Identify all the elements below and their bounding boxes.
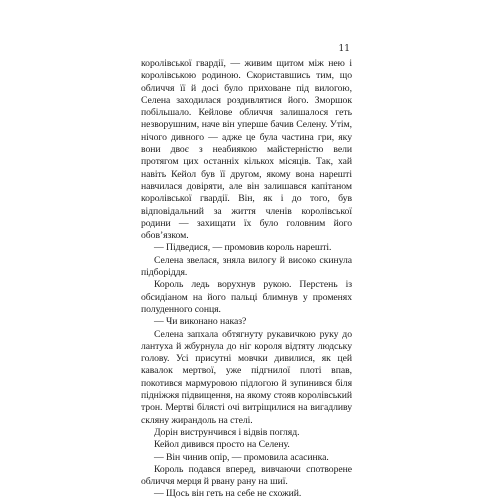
paragraph: Кейол дивився просто на Селену. (154, 439, 290, 451)
paragraph: — Щось він геть на себе не схожий. (154, 488, 302, 500)
paragraph: — Підведися, — промовив король нарешті. (154, 242, 332, 254)
paragraph: Король ледь ворухнув рукою. Перстень із обсидіаном на його пальці блимнув у променях полуденного сонця. (141, 279, 352, 315)
paragraph: Дорін виструнчився і відвів погляд. (154, 426, 300, 438)
paragraph: — Він чинив опір, — промовила асасинка. (154, 451, 329, 463)
page-number: 11 (338, 44, 350, 54)
paragraph: Селена звелася, зняла вилогу й високо скинула підборіддя. (141, 254, 352, 279)
body-text (141, 58, 352, 501)
paragraph: — Чи виконано наказ? (154, 316, 247, 328)
paragraph: королівської гвардії, — живим щитом між нею і королівською родиною. Скориставшись тим, що обличчя її й досі було приховане під вилогою, Селена заходилася роздивлятися його. Зморшок побільшало. Кейлове обличчя залишалося геть незворушним, наче він уперше бачив Селену. Утім, нічого дивного — адже це була частина гри, яку вони двоє з неабиякою майстерністю вели протягом цих останніх кількох місяців. Так, хай навіть Кейол був її другом, якому вона нарешті навчилася довіряти, але він залишався капітаном королівської гвардії. Він, як і до того, був відповідальний за життя членів королівської родини — захищати їх було головним його обов’язком. (141, 58, 352, 242)
paragraph: Селена запхала обтягнуту рукавичкою руку до лантуха й жбурнула до ніг короля відтяту людську голову. Усі присутні мовчки дивилися, як цей кавалок мертвої, уже підгнилої плоті впав, покотився мармуровою підлогою й зупинився біля підніжжя підвищення, на якому стояв королівський трон. Мертві білясті очі витріщилися на вигадливу скляну жирандоль на стелі. (141, 328, 352, 426)
paragraph: Король подався вперед, вивчаючи спотворене обличчя мерця й рвану рану на шиї. (141, 463, 352, 488)
